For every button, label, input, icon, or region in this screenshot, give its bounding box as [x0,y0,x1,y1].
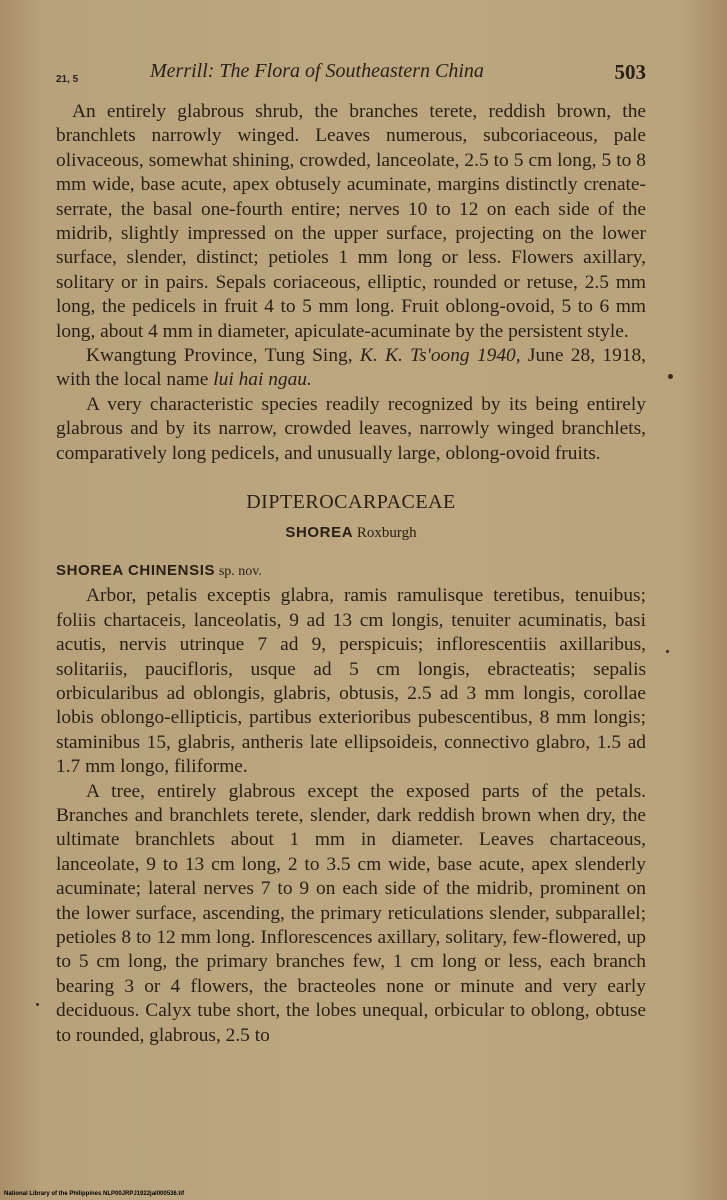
scan-speck [36,1003,39,1006]
page-number: 503 [614,60,646,84]
locality-paragraph [56,344,646,393]
locality-text: Kwangtung Province, Tung Sing, [86,345,353,367]
page-body [56,100,646,1048]
species-name: SHOREA CHINENSIS [56,561,216,579]
remarks-paragraph: A very characteristic species readily recognized by its being entirely glabrous and by its narrow, crowded leaves, narrowly winged branchlets, comparatively long pedicels, and unusually large, oblong-ovoid fruits. [56,393,646,464]
scan-speck [666,650,669,653]
genus-author: Roxburgh [356,524,417,541]
description-paragraph: An entirely glabrous shrub, the branches terete, reddish brown, the branchlets narrowly winged. Leaves numerous, subcoriaceous, pale olivaceous, somewhat shining, crowded, lanceolate, 2.5 to 5 cm long, 5 to 8 mm wide, base acute, apex obtusely acuminate, margins distinctly crenate-serrate, the basal one-fourth entire; nerves 10 to 12 on each side of the midrib, slightly impressed on the upper surface, projecting on the lower surface, slender, distinct; petioles 1 mm long or less. Flowers axillary, solitary or in pairs. Sepals coriaceous, elliptic, rounded or retuse, 2.5 mm long, the pedicels in fruit 4 to 5 mm long. Fruit oblong-ovoid, 5 to 6 mm long, about 4 mm in diameter, apiculate-acuminate by the persistent style. [56,101,646,342]
family-heading: DIPTEROCARPACEAE [246,491,456,514]
scan-speck [668,374,673,379]
genus-name: SHOREA [285,523,354,541]
species-heading [56,559,646,584]
page-header [56,60,646,90]
running-title: Merrill: The Flora of Southeastern China [150,60,484,82]
genus-heading [56,521,646,545]
locality-date-text: June 28, 1918, with the local name [56,345,646,391]
local-name: lui hai ngau. [213,369,312,391]
scan-footer: National Library of the Philippines NLP00JRPJ1922jal000536.tif [4,1191,185,1197]
collector-citation: K. K. Ts'oong 1940, [359,345,521,367]
volume-number: 21, 5 [56,74,79,85]
english-description: A tree, entirely glabrous except the exposed parts of the petals. Branches and branchlets terete, slender, dark reddish brown when dry, the ultimate branchlets about 1 mm in diameter. Leaves chartaceous, lanceolate, 9 to 13 cm long, 2 to 3.5 cm wide, base acute, apex slenderly acuminate; lateral nerves 7 to 9 on each side of the midrib, prominent on the lower surface, ascending, the primary reticulations slender, subparallel; petioles 8 to 12 mm long. Inflorescences axillary, solitary, few-flowered, up to 5 cm long, the primary branches few, 1 cm long or less, each branch bearing 3 or 4 flowers, the bracteoles none or minute and very early deciduous. Calyx tube short, the lobes unequal, orbicular to oblong, obtuse to rounded, glabrous, 2.5 to [56,780,646,1046]
latin-diagnosis: Arbor, petalis exceptis glabra, ramis ramulisque teretibus, tenuibus; foliis chartaceis, lanceolatis, 9 ad 13 cm longis, tenuiter acuminatis, basi acutis, nervis utrinque 7 ad 9, perspicuis; inflorescentiis axillaribus, solitariis, paucifloris, usque ad 5 cm longis, ebracteatis; sepalis orbicularibus ad oblongis, glabris, obtusis, 2.5 ad 3 mm longis, corollae lobis oblongo-ellipticis, partibus exterioribus pubescentibus, 8 mm longis; staminibus 15, glabris, antheris late ellipsoideis, connectivo glabro, 1.5 ad 1.7 mm longo, filiforme. [56,585,646,778]
species-status: sp. nov. [218,563,262,579]
